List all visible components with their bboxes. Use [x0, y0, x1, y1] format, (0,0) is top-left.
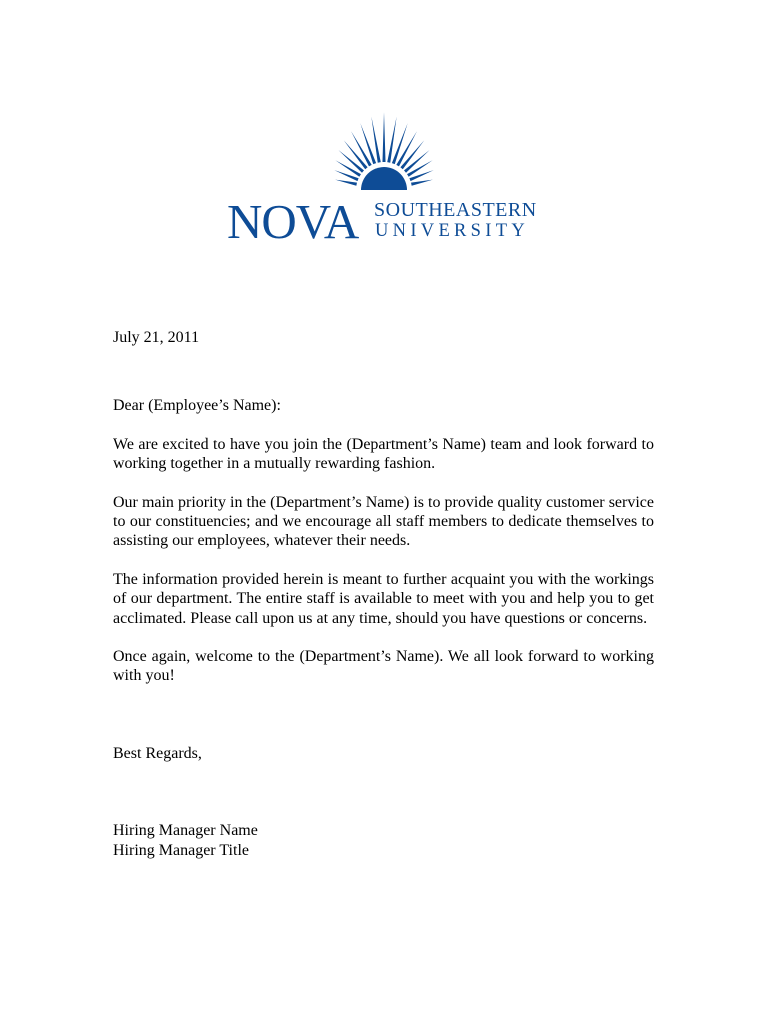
letter-body — [113, 328, 654, 860]
letter-salutation: Dear (Employee’s Name): — [113, 397, 281, 415]
sunburst-icon — [224, 112, 548, 196]
logo-word-southeastern: SOUTHEASTERN — [374, 199, 537, 221]
letter-closing: Best Regards, — [113, 744, 202, 762]
signer-title: Hiring Manager Title — [113, 841, 249, 859]
letter-paragraph-2: Our main priority in the (Department’s Name) is to provide quality customer service to our constituencies; and we encourage all staff members to dedicate themselves to assisting our employees, whatever their needs. — [113, 493, 654, 550]
nsu-logo — [224, 112, 548, 249]
letter-paragraph-1: We are excited to have you join the (Department’s Name) team and look forward to working together in a mutually rewarding fashion. — [113, 435, 654, 473]
logo-word-nova: NOVA — [227, 194, 359, 249]
letter-paragraph-4: Once again, welcome to the (Department’s Name). We all look forward to working with you! — [113, 648, 654, 685]
signer-name: Hiring Manager Name — [113, 822, 258, 840]
logo-word-university: UNIVERSITY — [375, 221, 529, 241]
letter-paragraph-3: The information provided herein is meant to further acquaint you with the workings of our department. The entire staff is available to meet with you and help you to get acclimated. Please call upon us at any time, should you have questions or concerns. — [113, 570, 654, 627]
signature-block — [113, 821, 654, 860]
letter-date: July 21, 2011 — [113, 329, 200, 346]
